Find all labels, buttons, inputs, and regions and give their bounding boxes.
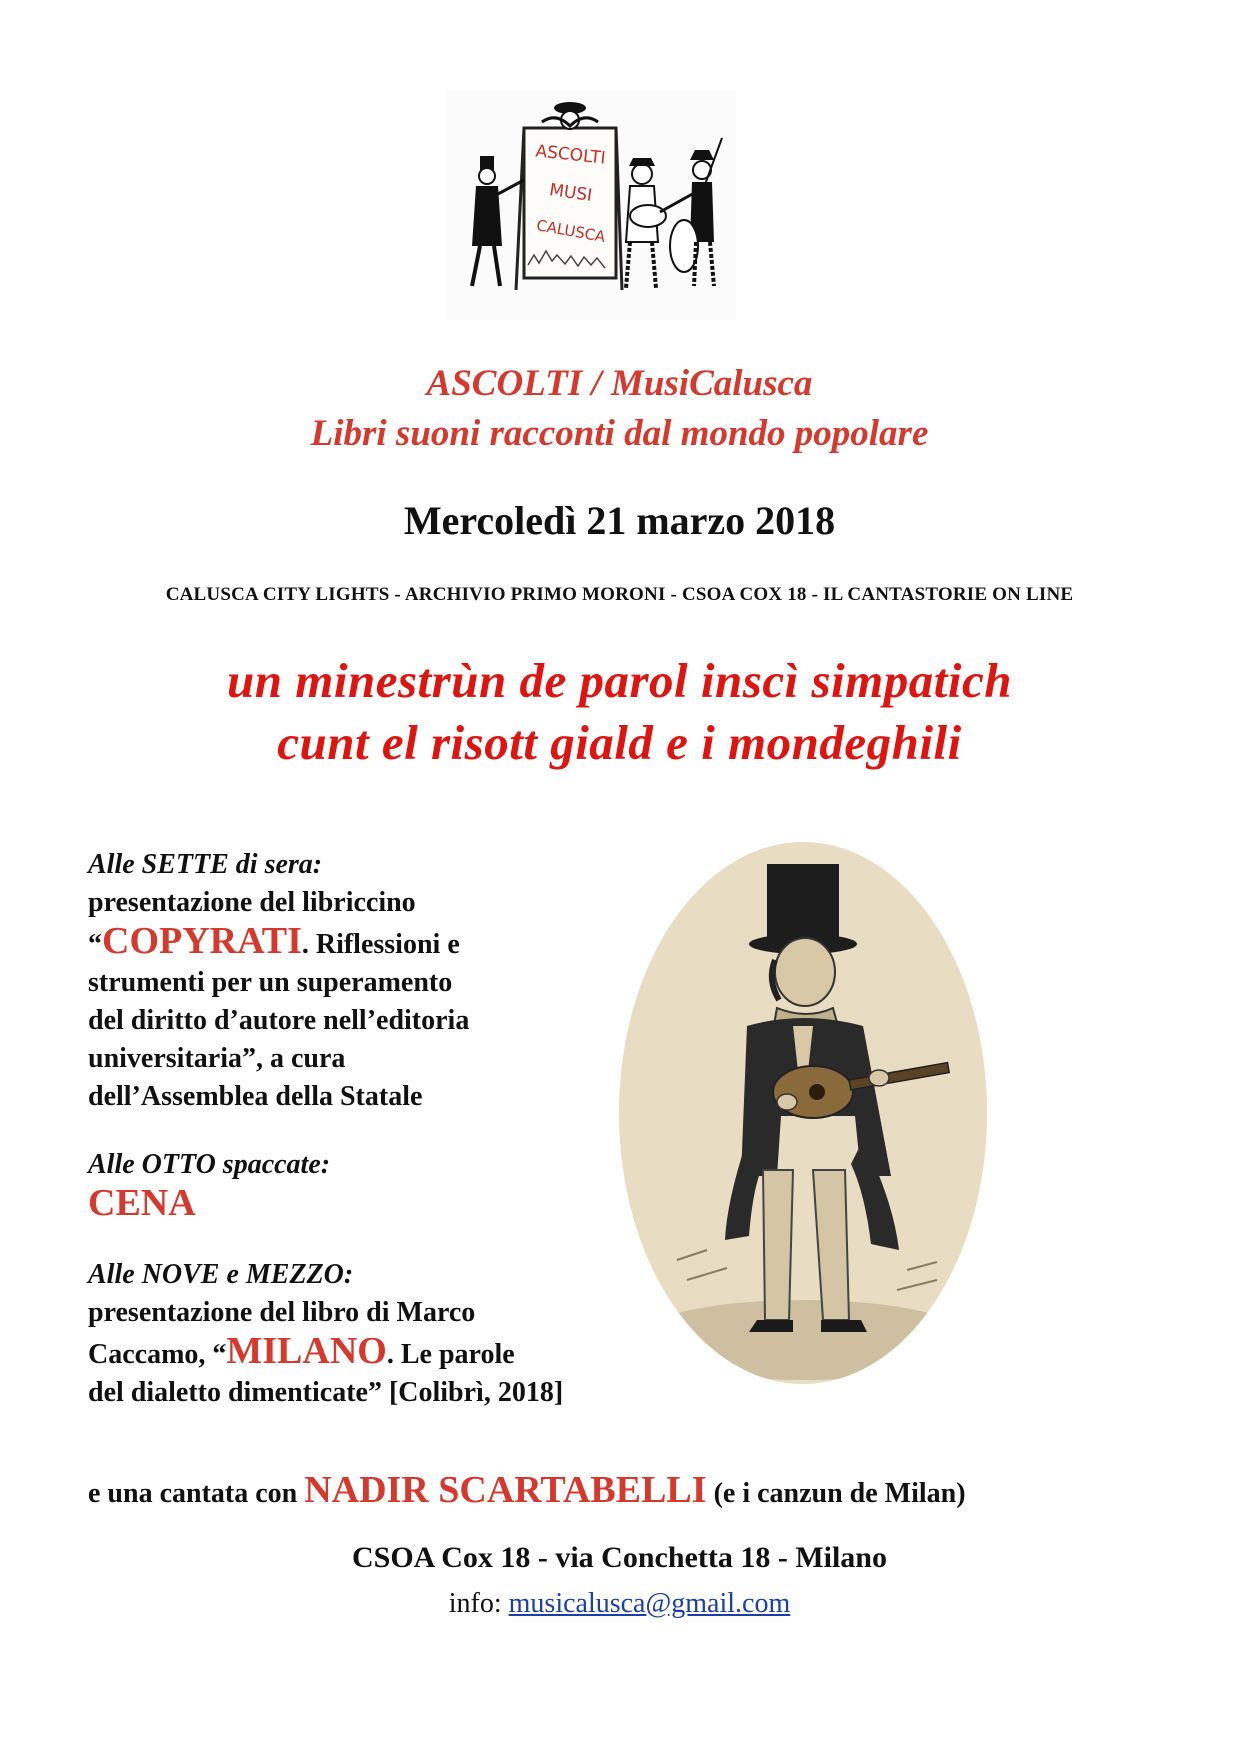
milano-highlight: MILANO	[226, 1330, 387, 1372]
event-series-title: ASCOLTI / MusiCalusca	[426, 363, 813, 404]
event1-title-line	[88, 922, 708, 964]
event1-line: presentazione del libriccino	[88, 887, 416, 918]
cena-highlight: CENA	[88, 1182, 196, 1224]
contact-info	[0, 1588, 1239, 1620]
performer-suffix: (e i canzun de Milan)	[706, 1478, 966, 1509]
event3-performer-line	[88, 1468, 966, 1512]
logo-illustration	[446, 90, 736, 320]
venue-address: CSOA Cox 18 - via Conchetta 18 - Milano	[352, 1541, 887, 1574]
logo-text-2: MUSI	[548, 180, 594, 206]
event3-before-highlight: Caccamo,	[88, 1339, 213, 1370]
open-quote: “	[88, 929, 102, 960]
info-label: info:	[448, 1588, 509, 1619]
event3-after-highlight: . Le parole	[386, 1339, 515, 1370]
headline-line-1: un minestrùn de parol inscì simpatich	[227, 653, 1012, 708]
headline-line-2: cunt el risott giald e i mondeghili	[277, 715, 962, 770]
musicalusca-logo	[446, 90, 736, 320]
event3-line: presentazione del libro di Marco	[88, 1297, 476, 1328]
event1-time: Alle SETTE di sera:	[88, 849, 323, 880]
event-date: Mercoledì 21 marzo 2018	[403, 498, 836, 543]
program-schedule	[88, 846, 708, 1412]
logo-text-3: CALUSCA	[535, 216, 607, 246]
email-link[interactable]: musicalusca@gmail.com	[508, 1588, 791, 1619]
portrait-engraving	[617, 840, 989, 1386]
event3-time: Alle NOVE e MEZZO:	[88, 1259, 354, 1290]
event3-title-line	[88, 1332, 708, 1374]
event1-line: universitaria”, a cura	[88, 1043, 346, 1074]
event-series-subtitle: Libri suoni racconti dal mondo popolare	[310, 413, 929, 454]
event1-after-highlight: . Riflessioni e	[301, 929, 460, 960]
performer-name-highlight: NADIR SCARTABELLI	[304, 1469, 707, 1511]
event1-line: strumenti per un superamento	[88, 967, 453, 998]
event1-line: dell’Assemblea della Statale	[88, 1081, 423, 1112]
logo-text-1: ASCOLTI	[534, 141, 607, 169]
mandolin-player-illustration	[617, 840, 989, 1386]
event1-line: del diritto d’autore nell’editoria	[88, 1005, 470, 1036]
event2-time: Alle OTTO spaccate:	[88, 1149, 331, 1180]
organizers-line: CALUSCA CITY LIGHTS - ARCHIVIO PRIMO MORONI - CSOA COX 18 - IL CANTASTORIE ON LINE	[165, 584, 1074, 605]
copyrati-highlight: COPYRATI	[102, 920, 302, 962]
performer-prefix: e una cantata con	[88, 1478, 305, 1509]
open-quote: “	[212, 1339, 227, 1370]
event3-line: del dialetto dimenticate” [Colibrì, 2018]	[88, 1377, 564, 1408]
